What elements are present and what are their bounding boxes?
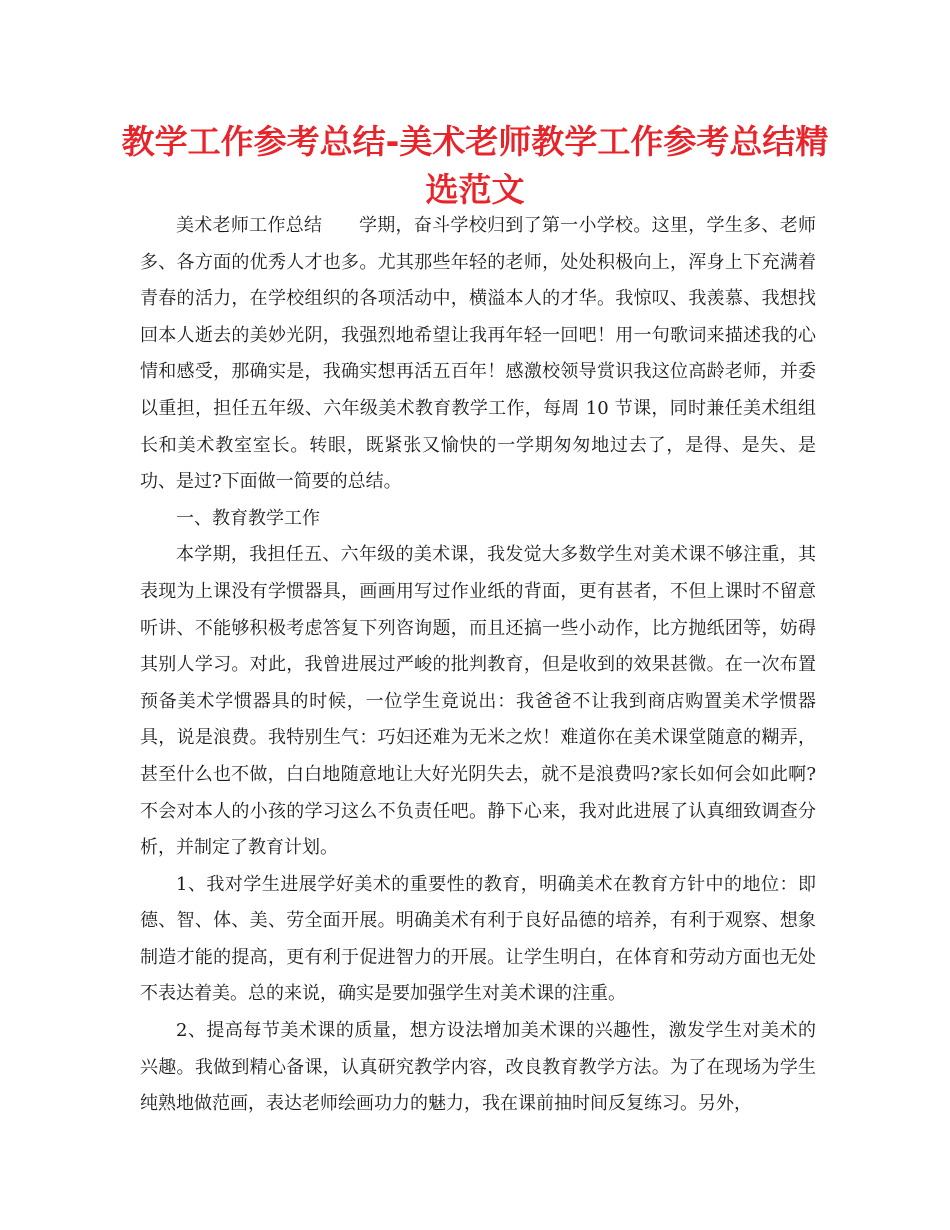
- document-title: 教学工作参考总结-美术老师教学工作参考总结精选范文: [121, 122, 829, 209]
- paragraph-intro: 美术老师工作总结 学期，奋斗学校归到了第一小学校。这里，学生多、老师多、各方面的优秀人才也多。尤其那些年轻的老师，处处积极向上，浑身上下充满着青春的活力，在学校组织的各项活动中，横溢本人的才华。我惊叹、我羡慕、我想找回本人逝去的美妙光阴，我强烈地希望让我再年轻一回吧！用一句歌词来描述我的心情和感受，那确实是，我确实想再活五百年！感激校领导赏识我这位高龄老师，并委以重担，担任五年级、六年级美术教育教学工作，每周 10 节课，同时兼任美术组组长和美术教室室长。转眼，既紧张又愉快的一学期匆匆地过去了，是得、是失、是功、是过?下面做一简要的总结。: [140, 215, 816, 493]
- paragraph-point-2: 2、提高每节美术课的质量，想方设法增加美术课的兴趣性，激发学生对美术的兴趣。我做到精心备课，认真研究教学内容，改良教育教学方法。为了在现场为学生纯熟地做范画，表达老师绘画功力的魅力，我在课前抽时间反复练习。另外，: [140, 1020, 816, 1115]
- paragraph-point-1: 1、我对学生进展学好美术的重要性的教育，明确美术在教育方针中的地位：即德、智、体、美、劳全面开展。明确美术有利于良好品德的培养，有利于观察、想象制造才能的提高，更有利于促进智力的开展。让学生明白，在体育和劳动方面也无处不表达着美。总的来说，确实是要加强学生对美术课的注重。: [140, 873, 816, 1005]
- document-body: [140, 208, 816, 1123]
- section-heading-teaching: 一、教育教学工作: [176, 507, 320, 529]
- paragraph-semester: 本学期，我担任五、六年级的美术课，我发觉大多数学生对美术课不够注重，其表现为上课没有学惯器具，画画用写过作业纸的背面，更有甚者，不但上课时不留意听讲、不能够积极考虑答复下列咨询题，而且还搞一些小动作，比方抛纸团等，妨碍其别人学习。对此，我曾进展过严峻的批判教育，但是收到的效果甚微。在一次布置预备美术学惯器具的时候，一位学生竟说出：我爸爸不让我到商店购置美术学惯器具，说是浪费。我特别生气：巧妇还难为无米之炊！难道你在美术课堂随意的糊弄，甚至什么也不做，白白地随意地让大好光阴失去，就不是浪费吗?家长如何会如此啊?不会对本人的小孩的学习这么不负责任吧。静下心来，我对此进展了认真细致调查分析，并制定了教育计划。: [140, 544, 816, 859]
